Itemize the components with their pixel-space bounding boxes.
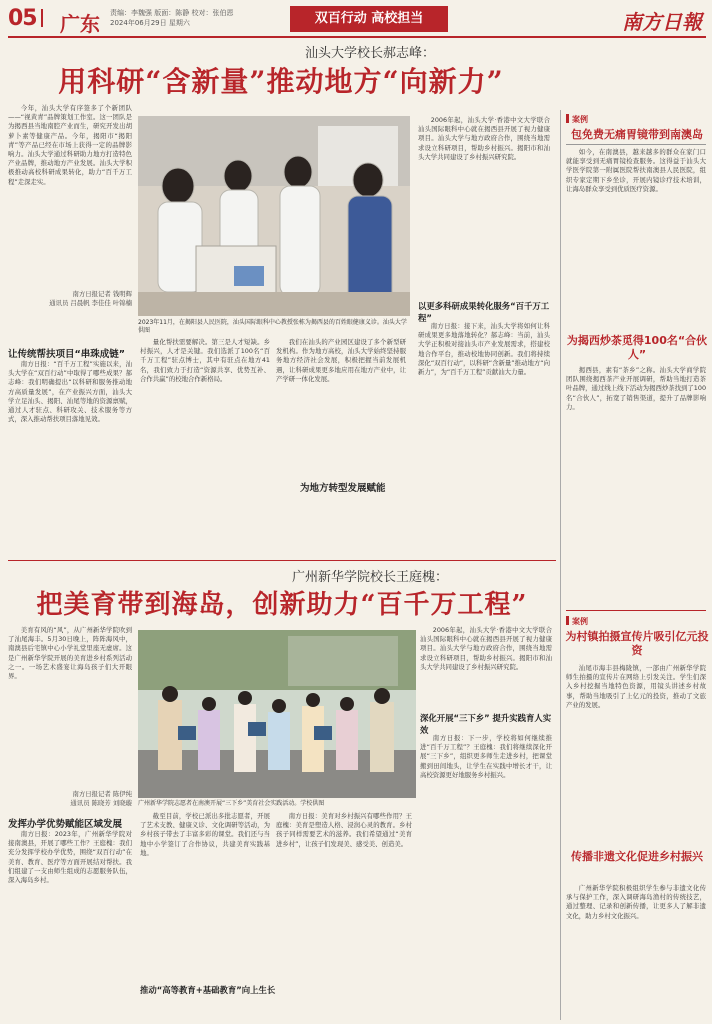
story1-col-2: 南方日报：“百千万工程”实施以来，汕头大学在“双百行动”中取得了哪些成果？郝志峰：我们明确提出“以科研和服务推动地方高质量发展”，在产业振兴方面，汕头大学立足汕头、揭阳、汕尾等地的资源禀赋，通过人才驻点、科研攻关、技术服务等方式，深入推动帮扶项目落地见效。: [8, 360, 132, 424]
story2-col-5a: 2006年起，汕头大学·香港中文大学联合汕头国际眼科中心就在揭西县开展了视力健康项目。汕头大学与地方政府合作，围绕当地需求设立科研项目，帮助乡村振兴。揭阳市和汕头大学共同建设了乡村振兴研究院。: [420, 626, 552, 671]
story1-kicker: 汕头大学校长郝志峰：: [304, 46, 435, 61]
story2-photo-caption: 广州新华学院志愿者在南澳开展“三下乡”美育社会实践活动。学校供图: [138, 800, 325, 807]
page-meta: 责编：李魏强 版面：陈静 校对：张伯恩 2024年06月29日 星期六: [110, 9, 234, 27]
story2-headline: 把美育带到海岛，创新助力“百千万工程”: [36, 590, 528, 620]
sidebar-body-4: 广州新华学院积极组织学生参与非遗文化传承与保护工作，深入调研海岛渔村的传统技艺，通过整理、记录和创新传播，让更多人了解非遗文化，助力乡村文化振兴。: [566, 884, 706, 920]
story2-col-4: 南方日报：美育对乡村振兴有哪些作用？王庭槐：美育是塑造人格、浸润心灵的教育。乡村孩子同样需要艺术的滋养。我们希望通过“美育进乡村”，让孩子们发现美、感受美、创造美。: [276, 812, 412, 848]
story2-subhead-1: 发挥办学优势赋能区域发展: [8, 819, 123, 830]
story1-headline: 用科研“含新量”推动地方“向新力”: [58, 65, 504, 98]
section-name: 广东: [60, 12, 100, 36]
sidebar-tag-2: 案例: [566, 616, 588, 627]
story2-col-5: 南方日报：下一步，学校将如何继续推进“百千万工程”？王庭槐：我们将继续深化开展“三下乡”，组织更多师生走进乡村，把课堂搬到田间地头，让学生在实践中增长才干，让高校资源更好地服务乡村振兴。: [420, 734, 552, 779]
story1-subhead-2: 为地方转型发展赋能: [300, 483, 386, 494]
sidebar-body-2: 揭西县，素有“茶乡”之称。汕头大学商学院团队围绕揭西茶产业开展调研，帮助当地打造茶叶品牌，通过线上线下活动为揭西炒茶找到了100名“合伙人”，拓宽了销售渠道，提升了品牌影响力。: [566, 366, 706, 411]
sidebar-divider: [560, 110, 561, 1020]
masthead: [8, 4, 706, 38]
section-ribbon: 双百行动 高校担当: [290, 6, 448, 32]
story2-credit: 南方日报记者 陈伊纯 通讯员 陈晓芳 刘晓璇: [70, 790, 132, 807]
sidebar-rule-2: [566, 610, 706, 611]
story1-col-4: 我们在汕头的产业园区建设了多个新型研发机构。作为地方高校，汕头大学始终坚持服务地方经济社会发展，积极把握当前发展机遇，让科研成果更多地应用在地方产业中，让产学研一体化发展。: [276, 338, 406, 383]
story1-col-5: 2006年起，汕头大学·香港中文大学联合汕头国际眼科中心就在揭西县开展了视力健康项目。汕头大学与地方政府合作，围绕当地需求设立科研项目，帮助乡村振兴。揭阳市和汕头大学共同建设了乡村振兴研究院。: [418, 116, 550, 161]
story2-lead: 美育有风的“风”，从广州新华学院吹到了汕尾海丰。5月30日晚上，阵阵海风中，南澳县后宅镇中心小学礼堂里座无虚席。这是广州新华学院开展的美育进乡村系列活动之一。一场艺术盛宴让海岛孩子们大开眼界。: [8, 626, 132, 681]
story1-col-3: 量化帮扶需要解决。第三是人才短缺。乡村振兴，人才是关键。我们选派了100名“百千万工程”驻点博士，其中有驻点在地方41名，我们致力于打造“资源共享、优势互补、合作共赢”的校地合作新格局。: [140, 338, 270, 383]
page-number: 05: [8, 6, 47, 31]
story1-lead: 今年，汕头大学有序签多了个新团队——“视黄青”品牌策划工作室。这一团队是为揭西县当地南腔产业而生，研究开发出胡萝卜素等健康产品。今年，揭阳市“揭阳青”等产品已经在市场上获得一定的品牌影响力。汕头大学通过科研助力地方打造特色产业品牌，推动地方产业发展。汕头大学积极推动高校科研成果转化，助力“百千万工程”走深走实。: [8, 104, 132, 186]
story1-photo-caption: 2023年11月，在揭阳县人民医院，汕头国际眼科中心教授张栋为揭西县的百姓眼健康义诊。汕头大学供图: [138, 319, 407, 334]
sidebar-title-2: 为揭西炒茶觅得100名“合伙人”: [566, 334, 708, 361]
sidebar-title-3: 为村镇拍摄宣传片吸引亿元投资: [565, 630, 709, 657]
story2-subhead-2: 推动“高等教育+基础教育”向上生长: [140, 985, 276, 995]
sidebar-rule: [566, 144, 706, 145]
sidebar-title-4: 传播非遗文化促进乡村振兴: [571, 850, 703, 863]
story2-kicker: 广州新华学院校长王庭槐：: [291, 570, 448, 585]
story-divider: [8, 560, 556, 561]
story1-subhead-3: 以更多科研成果转化服务“百千万工程”: [418, 301, 550, 323]
story1-subhead-1: 让传统帮扶项目“串珠成链”: [8, 349, 125, 360]
story1-credit: 南方日报记者 钱明辉 通讯员 吕晨帆 李佳佳 叶锦楠: [49, 290, 132, 307]
sidebar-body-3: 汕尾市海丰县梅陇镇，一部由广州新华学院师生拍摄的宣传片在网络上引发关注。学生们深入乡村挖掘当地特色资源，用镜头讲述乡村故事，帮助当地吸引了上亿元的投资，推动了文旅产业的发展。: [566, 664, 706, 709]
sidebar-body-1: 如今，在南澳县，越来越多的群众在家门口就能享受到无痛胃镜检查服务。这得益于汕头大学医学院第一附属医院帮扶南澳县人民医院，组织专家定期下乡坐诊，开展内镜诊疗技术培训，让海岛群众享受到优质医疗资源。: [566, 148, 706, 193]
sidebar-title-1: 包免费无痛胃镜带到南澳岛: [571, 128, 703, 141]
story1-col-6: 南方日报：接下来，汕头大学将如何让科研成果更多地落地转化？郝志峰：当前，汕头大学正积极对接汕头市产业发展需求，搭建校地合作平台，推动校地协同创新。我们将持续深化“双百行动”，以科研“含新量”推动地方“向新力”，为“百千万工程”贡献汕大力量。: [418, 322, 550, 377]
story1-photo: [138, 116, 410, 316]
story2-subhead-3: 深化开展“三下乡” 提升实践育人实效: [420, 713, 552, 735]
newspaper-logo: 南方日報: [622, 10, 702, 34]
story2-col-2: 南方日报：2023年，广州新华学院对接南澳县，开展了哪些工作？王庭槐：我们充分发挥学校办学优势，围绕“双百行动”在美育、教育、医疗等方面开展结对帮扶。我们组建了一支由师生组成的志愿服务队伍，深入海岛乡村。: [8, 830, 132, 885]
sidebar-tag-1: 案例: [566, 114, 588, 125]
story2-photo: [138, 630, 416, 798]
story2-col-3: 截至目前，学校已派出多批志愿者，开展了艺术支教、健康义诊、文化调研等活动，为乡村孩子带去了丰富多彩的课堂。我们还与当地中小学签订了合作协议，共建美育实践基地。: [140, 812, 270, 857]
